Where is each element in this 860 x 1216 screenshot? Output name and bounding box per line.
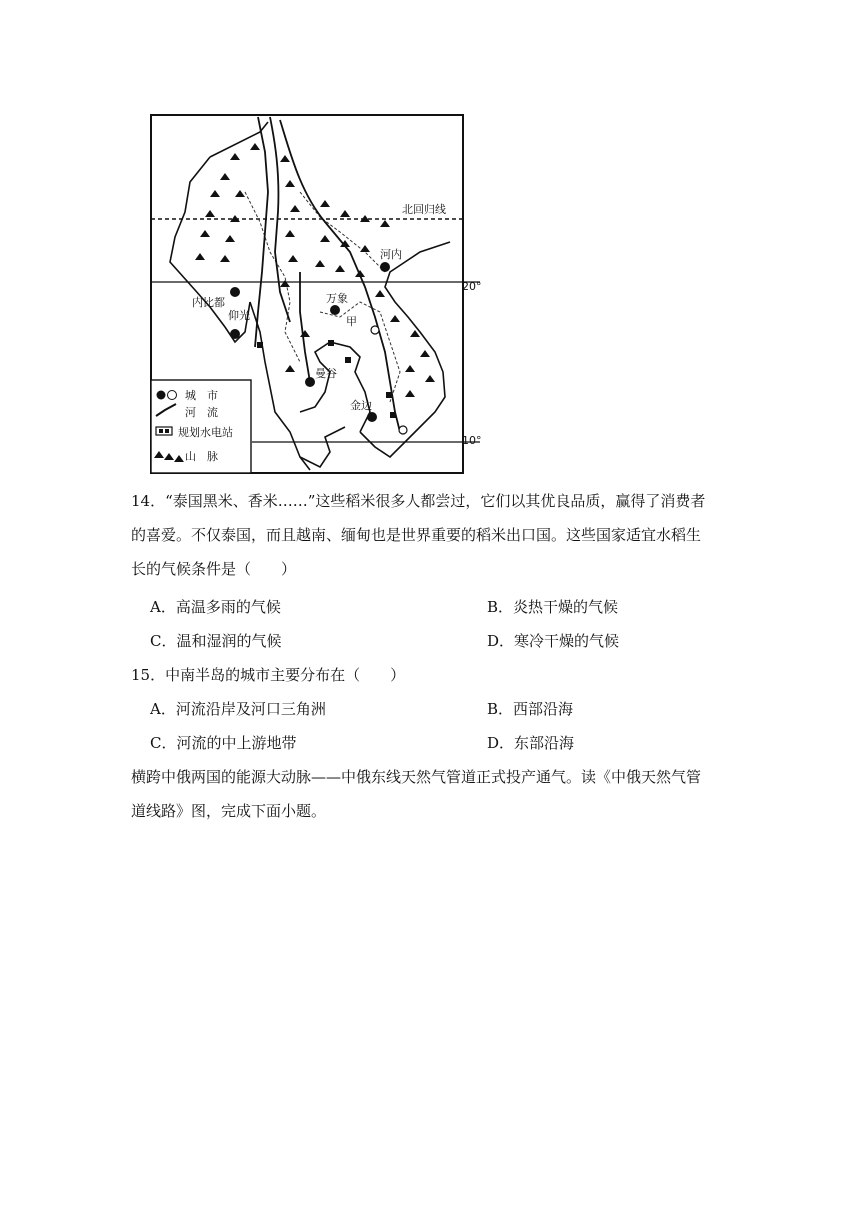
city-label-jia: 甲 xyxy=(346,315,357,328)
legend-mountain: 山 脉 xyxy=(185,450,218,463)
legend-river: 河 流 xyxy=(185,406,218,419)
q15-stem: 15．中南半岛的城市主要分布在（ ） xyxy=(131,666,406,684)
q15-option-c[interactable]: C．河流的中上游地带 xyxy=(150,734,297,752)
q14-option-c[interactable]: C．温和湿润的气候 xyxy=(150,632,282,650)
city-dot-vientiane xyxy=(330,305,340,315)
city-dot-yangon xyxy=(230,329,240,339)
city-label-hanoi: 河内 xyxy=(380,248,402,261)
q14-stem-line1: 14．“泰国黑米、香米……”这些稻米很多人都尝过，它们以其优良品质，赢得了消费者 xyxy=(131,492,706,510)
city-dot-jia xyxy=(371,326,379,334)
intro-line2: 道线路》图，完成下面小题。 xyxy=(131,802,327,820)
q14-option-b[interactable]: B．炎热干燥的气候 xyxy=(487,598,619,616)
city-dot-naypyidaw xyxy=(230,287,240,297)
indochina-map xyxy=(150,112,495,474)
intro-line1: 横跨中俄两国的能源大动脉——中俄东线天然气管道正式投产通气。读《中俄天然气管 xyxy=(131,768,702,786)
city-dot-hanoi xyxy=(380,262,390,272)
q15-option-d[interactable]: D．东部沿海 xyxy=(487,734,575,752)
legend-hydropower: 规划水电站 xyxy=(178,426,233,439)
city-label-yangon: 仰光 xyxy=(228,309,250,322)
legend-city: 城 市 xyxy=(185,389,218,402)
city-dot-phnompenh xyxy=(367,412,377,422)
indochina-map-figure xyxy=(150,112,495,474)
q15-option-a[interactable]: A．河流沿岸及河口三角洲 xyxy=(150,700,326,718)
city-dot-bangkok xyxy=(305,377,315,387)
city-label-vientiane: 万象 xyxy=(326,292,348,305)
q15-option-b[interactable]: B．西部沿海 xyxy=(487,700,574,718)
map-legend xyxy=(151,380,251,473)
city-label-phnompenh: 金边 xyxy=(350,399,372,412)
tropic-label: 北回归线 xyxy=(402,203,446,216)
lat10-label: 10° xyxy=(462,434,482,447)
lat20-label: 20° xyxy=(462,280,482,293)
q14-option-d[interactable]: D．寒冷干燥的气候 xyxy=(487,632,620,650)
city-label-bangkok: 曼谷 xyxy=(315,367,337,380)
city-label-naypyidaw: 内比都 xyxy=(192,296,225,309)
q14-option-a[interactable]: A．高温多雨的气候 xyxy=(150,598,281,616)
q14-stem-line3: 长的气候条件是（ ） xyxy=(131,560,297,578)
q14-stem-line2: 的喜爱。不仅泰国，而且越南、缅甸也是世界重要的稻米出口国。这些国家适宜水稻生 xyxy=(131,526,702,544)
